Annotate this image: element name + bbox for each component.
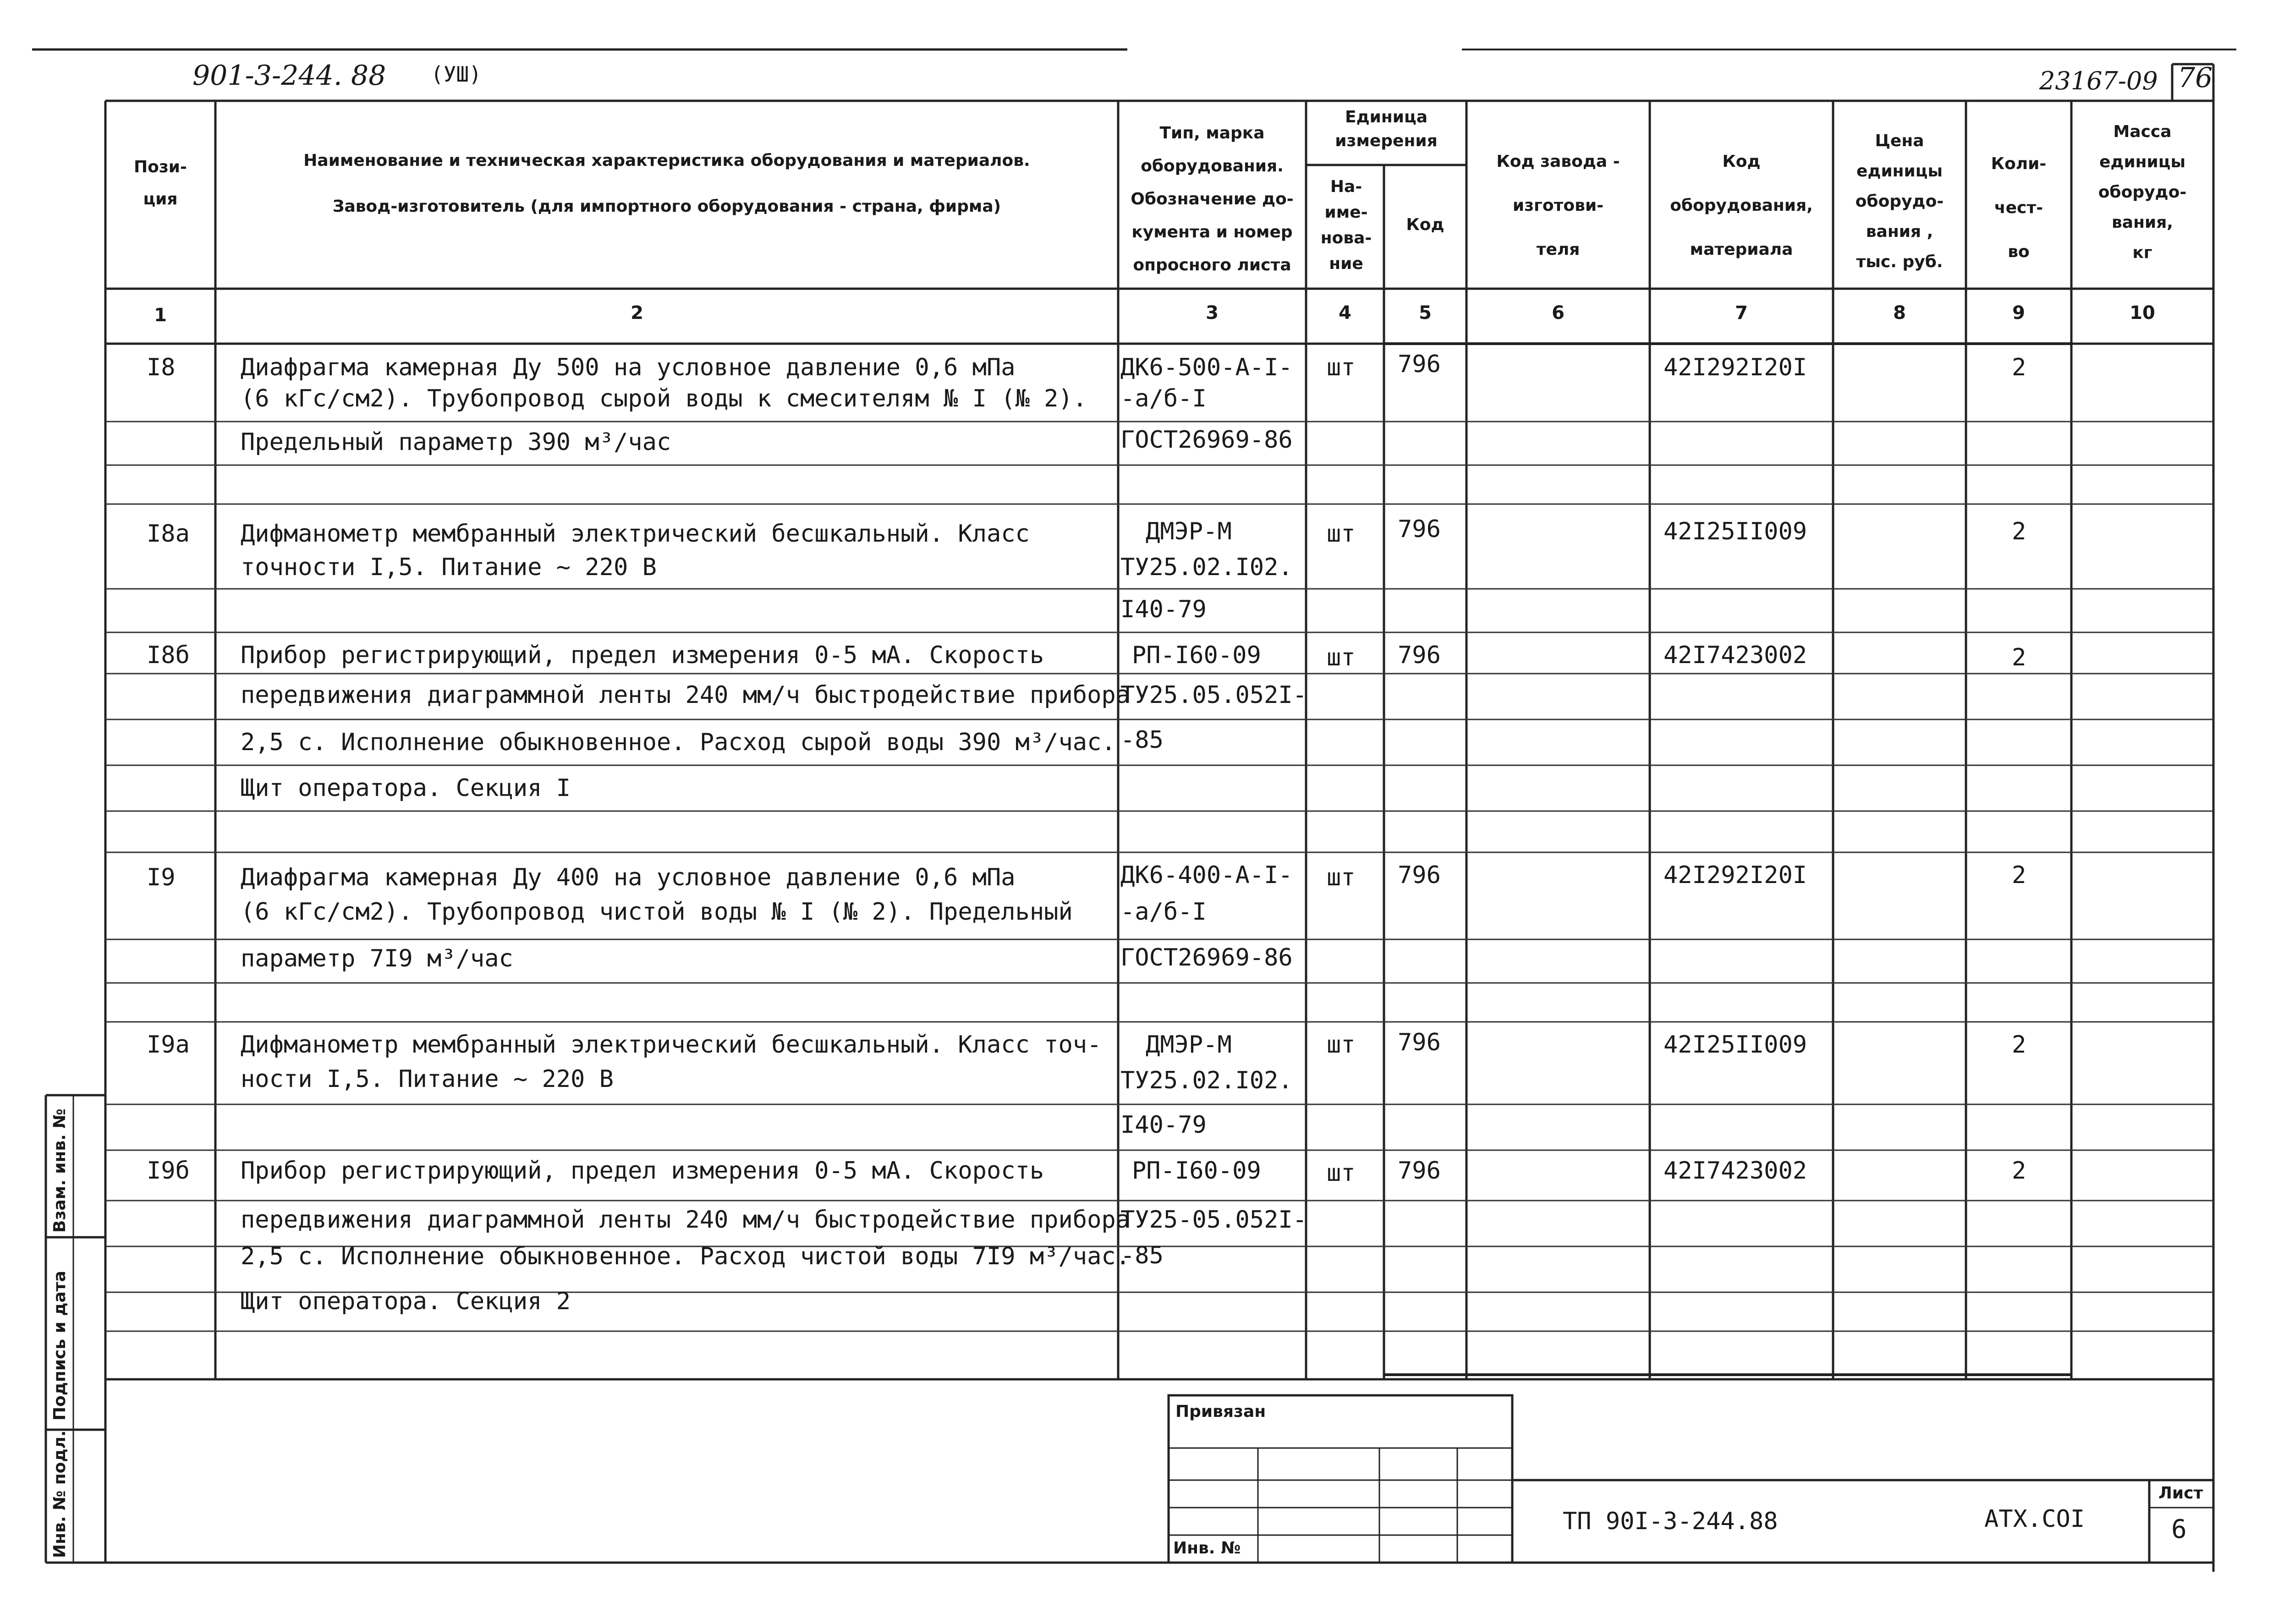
unit-group-header: Единица измерения [1335,108,1438,150]
table-row-pos: I8а [147,520,190,548]
table-row-equip-code: 42I25II009 [1664,518,1807,545]
table-row-type: ДМЭР-М [1146,518,1232,545]
table-row-qty: 2 [2012,644,2026,671]
table-row-type: ДК6-400-А-I- [1120,861,1293,889]
table-row-type: РП-I60-09 [1132,642,1261,669]
table-row-unit-code: 796 [1398,642,1441,669]
table-row-name: Диафрагма камерная Ду 500 на условное давление 0,6 мПа [241,354,1016,381]
inventory-handwritten: 23167-09 [2039,66,2158,95]
list-label: Лист [2158,1484,2203,1503]
col-num-7: 7 [1735,302,1748,324]
table-row-type: ТУ25.05.052I- [1120,681,1307,709]
sheet-number-handwritten: 76 [2178,62,2213,94]
doc-mark: АТХ.COI [1984,1505,2085,1533]
table-row-qty: 2 [2012,518,2026,545]
table-row-unit-code: 796 [1398,516,1441,543]
col-num-9: 9 [2012,302,2025,324]
table-row-unit: шт [1327,354,1356,381]
col-num-10: 10 [2130,302,2155,324]
col10-header: Масса единицы оборудо- вания, кг [2098,122,2187,262]
col5-header: Код [1406,215,1444,234]
table-row-equip-code: 42I25II009 [1664,1031,1807,1059]
table-row-type: ТУ25-05.052I- [1120,1206,1307,1234]
stamp-inv-podl: Инв. № подл. [50,1430,69,1558]
col-num-1: 1 [154,305,167,326]
table-row-unit: шт [1327,644,1356,671]
col1-header: Пози- ция [134,158,187,208]
table-row-name: Предельный параметр 390 м³/час [241,428,671,456]
table-row-qty: 2 [2012,861,2026,889]
table-row-type: ТУ25.02.I02. [1120,1067,1293,1094]
table-row-unit-code: 796 [1398,351,1441,378]
col8-header: Цена единицы оборудо- вания , тыс. руб. [1855,132,1944,271]
table-row-name: Прибор регистрирующий, предел измерения 0-5 мА. Скорость [241,642,1044,669]
table-row-type: I40-79 [1120,1111,1207,1139]
col9-header: Коли- чест- во [1991,154,2047,261]
table-row-name: параметр 7I9 м³/час [241,945,513,972]
doc-suffix: (УШ) [431,62,482,87]
table-row-name: Дифманометр мембранный электрический бесшкальный. Класс [241,520,1030,548]
table-row-name: Щит оператора. Секция 2 [241,1288,571,1315]
table-row-type: -85 [1120,726,1164,754]
col2-header-line2: Завод-изготовитель (для импортного оборудования - страна, фирма) [332,197,1001,216]
table-row-unit: шт [1327,1159,1356,1187]
stamp-podpis-data: Подпись и дата [50,1271,69,1421]
col6-header: Код завода - изготови- теля [1496,152,1620,259]
table-row-type: ДМЭР-М [1146,1031,1232,1059]
table-row-pos: I8 [147,354,176,381]
table-row-qty: 2 [2012,354,2026,381]
table-row-unit-code: 796 [1398,861,1441,889]
table-row-pos: I9 [147,864,176,891]
table-row-name: Диафрагма камерная Ду 400 на условное давление 0,6 мПа [241,864,1016,891]
col-num-8: 8 [1893,302,1906,324]
table-row-unit-code: 796 [1398,1157,1441,1185]
col-num-3: 3 [1206,302,1219,324]
table-row-equip-code: 42I7423002 [1664,1157,1807,1185]
table-row-pos: I9а [147,1031,190,1059]
col3-header: Тип, марка оборудования. Обозначение до- кумента и номер опросного листа [1131,124,1294,274]
col7-header: Код оборудования, материала [1670,152,1813,259]
stamp-vzam-inv: Взам. инв. № [50,1108,69,1233]
table-row-name: передвижения диаграммной ленты 240 мм/ч быстродействие прибора [241,1206,1131,1234]
table-row-name: Дифманометр мембранный электрический бесшкальный. Класс точ- [241,1031,1102,1059]
doc-code-handwritten: 901-3-244. 88 [192,60,386,92]
col-num-6: 6 [1552,302,1565,324]
table-row-name: (6 кГс/см2). Трубопровод чистой воды № I (№ 2). Предельный [241,898,1073,926]
table-row-unit: шт [1327,1031,1356,1059]
table-row-type: I40-79 [1120,596,1207,623]
table-row-name: Прибор регистрирующий, предел измерения 0-5 мА. Скорость [241,1157,1044,1185]
col2-header-line1: Наименование и техническая характеристика оборудования и материалов. [303,151,1030,170]
table-row-name: Щит оператора. Секция I [241,774,571,802]
table-row-pos: I8б [147,642,190,669]
table-row-equip-code: 42I7423002 [1664,642,1807,669]
table-row-type: ТУ25.02.I02. [1120,554,1293,581]
table-row-qty: 2 [2012,1031,2026,1059]
table-row-unit-code: 796 [1398,1029,1441,1056]
table-row-name: ности I,5. Питание ~ 220 В [241,1065,614,1093]
col-num-4: 4 [1339,302,1351,324]
table-row-type: ГОСТ26969-86 [1120,426,1293,454]
table-row-equip-code: 42I292I20I [1664,354,1807,381]
table-row-type: ДК6-500-А-I- [1120,354,1293,381]
table-row-name: (6 кГс/см2). Трубопровод сырой воды к смесителям № I (№ 2). [241,385,1087,412]
table-row-pos: I9б [147,1157,190,1185]
col4-header: На- име- нова- ние [1320,177,1372,273]
table-row-unit: шт [1327,520,1356,548]
table-row-type: ГОСТ26969-86 [1120,944,1293,971]
table-row-name: 2,5 с. Исполнение обыкновенное. Расход чистой воды 7I9 м³/час. [241,1243,1131,1270]
table-row-type: РП-I60-09 [1132,1157,1261,1185]
list-number: 6 [2171,1514,2187,1544]
table-row-equip-code: 42I292I20I [1664,861,1807,889]
table-row-unit: шт [1327,864,1356,891]
table-row-name: передвижения диаграммной ленты 240 мм/ч быстродействие прибора [241,681,1131,709]
inv-no-label: Инв. № [1173,1539,1241,1558]
table-row-type: -85 [1120,1242,1164,1269]
table-row-qty: 2 [2012,1157,2026,1185]
col-num-2: 2 [631,302,643,324]
table-row-name: 2,5 с. Исполнение обыкновенное. Расход сырой воды 390 м³/час. [241,729,1116,756]
doc-designation: ТП 90I-3-244.88 [1563,1508,1778,1535]
col-num-5: 5 [1419,302,1432,324]
table-row-name: точности I,5. Питание ~ 220 В [241,554,657,581]
table-row-type: -а/б-I [1120,898,1207,926]
table-row-type: -а/б-I [1120,385,1207,412]
privyazan-label: Привязан [1175,1402,1266,1421]
